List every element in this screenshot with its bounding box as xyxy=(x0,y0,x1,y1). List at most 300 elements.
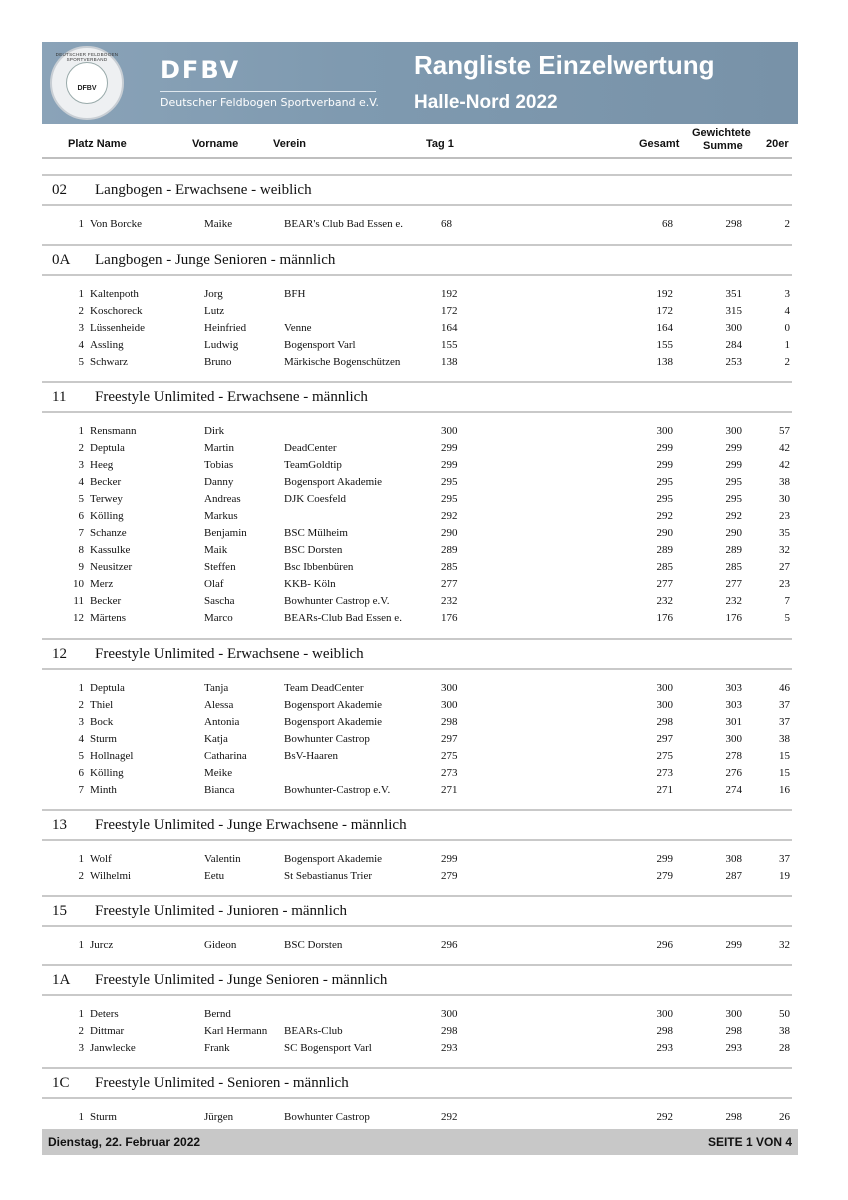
cell-gesamt: 164 xyxy=(656,322,673,334)
cell-name: Deters xyxy=(90,1008,119,1020)
cell-zwanziger: 23 xyxy=(779,578,790,590)
logo-ring-text: DEUTSCHER FELDBOGEN SPORTVERBAND xyxy=(55,52,119,62)
section-rule-top xyxy=(42,174,792,176)
cell-verein: Bogensport Akademie xyxy=(284,853,383,865)
cell-zwanziger: 42 xyxy=(779,459,790,471)
cell-summe: 301 xyxy=(725,716,742,728)
cell-verein: Bogensport Akademie xyxy=(284,476,383,488)
org-divider xyxy=(160,91,376,92)
cell-zwanziger: 32 xyxy=(779,939,790,951)
table-row xyxy=(42,1040,792,1057)
cell-platz: 1 xyxy=(78,682,84,694)
cell-verein: Bogensport Akademie xyxy=(284,699,383,711)
section-rule-bottom xyxy=(42,204,792,206)
section-title: Freestyle Unlimited - Erwachsene - weiblich xyxy=(95,646,364,662)
cell-verein: St Sebastianus Trier xyxy=(284,870,373,882)
cell-zwanziger: 0 xyxy=(784,322,790,334)
cell-summe: 284 xyxy=(725,339,742,351)
table-row xyxy=(42,525,792,542)
cell-zwanziger: 7 xyxy=(784,595,790,607)
cell-vorname: Karl Hermann xyxy=(204,1025,268,1037)
section-title: Langbogen - Erwachsene - weiblich xyxy=(95,182,312,198)
cell-gesamt: 297 xyxy=(656,733,673,745)
cell-summe: 298 xyxy=(725,1111,742,1123)
cell-tag1: 290 xyxy=(441,527,458,539)
dfbv-logo xyxy=(50,46,124,120)
cell-name: Märtens xyxy=(90,612,127,624)
cell-verein: Bogensport Akademie xyxy=(284,716,383,728)
cell-gesamt: 300 xyxy=(656,682,673,694)
cell-tag1: 68 xyxy=(441,218,452,230)
cell-zwanziger: 32 xyxy=(779,544,790,556)
cell-verein: DJK Coesfeld xyxy=(284,493,347,505)
cell-zwanziger: 37 xyxy=(779,853,790,865)
cell-gesamt: 176 xyxy=(656,612,673,624)
cell-summe: 298 xyxy=(725,218,742,230)
cell-name: Lüssenheide xyxy=(90,322,145,334)
cell-name: Merz xyxy=(90,578,114,590)
cell-platz: 4 xyxy=(78,476,84,488)
table-row xyxy=(42,559,792,576)
org-short: DFBV xyxy=(160,56,241,84)
section-rule-bottom xyxy=(42,668,792,670)
table-row xyxy=(42,1109,792,1126)
cell-zwanziger: 30 xyxy=(779,493,790,505)
section-rule-bottom xyxy=(42,411,792,413)
cell-summe: 299 xyxy=(725,939,742,951)
cell-tag1: 275 xyxy=(441,750,458,762)
table-row xyxy=(42,731,792,748)
cell-tag1: 293 xyxy=(441,1042,458,1054)
section-code: 0A xyxy=(52,252,71,268)
cell-vorname: Ludwig xyxy=(204,339,239,351)
section-code: 15 xyxy=(52,903,67,919)
cell-name: Wilhelmi xyxy=(90,870,132,882)
table-row xyxy=(42,354,792,371)
cell-tag1: 297 xyxy=(441,733,458,745)
cell-platz: 2 xyxy=(78,870,84,882)
cell-platz: 9 xyxy=(78,561,84,573)
cell-summe: 303 xyxy=(725,682,742,694)
section-rule-bottom xyxy=(42,925,792,927)
cell-vorname: Frank xyxy=(204,1042,230,1054)
col-tag1: Tag 1 xyxy=(426,138,454,150)
cell-vorname: Bruno xyxy=(204,356,232,368)
cell-vorname: Maik xyxy=(204,544,228,556)
cell-platz: 5 xyxy=(78,750,84,762)
cell-vorname: Andreas xyxy=(204,493,241,505)
cell-gesamt: 172 xyxy=(656,305,673,317)
cell-summe: 300 xyxy=(725,1008,742,1020)
cell-verein: BEARs-Club Bad Essen e. xyxy=(284,612,402,624)
cell-vorname: Steffen xyxy=(204,561,236,573)
cell-platz: 6 xyxy=(78,510,84,522)
section-header xyxy=(42,381,792,413)
section-title: Langbogen - Junge Senioren - männlich xyxy=(95,252,336,268)
cell-summe: 253 xyxy=(725,356,742,368)
logo-center-text: DFBV xyxy=(77,85,97,92)
cell-name: Neusitzer xyxy=(90,561,133,573)
cell-summe: 298 xyxy=(725,1025,742,1037)
table-row xyxy=(42,491,792,508)
cell-gesamt: 295 xyxy=(656,493,673,505)
section-rule-top xyxy=(42,244,792,246)
cell-name: Minth xyxy=(90,784,117,796)
cell-gesamt: 300 xyxy=(656,1008,673,1020)
cell-summe: 232 xyxy=(725,595,742,607)
cell-verein: Venne xyxy=(284,322,312,334)
table-row xyxy=(42,680,792,697)
cell-gesamt: 289 xyxy=(656,544,673,556)
section-code: 1A xyxy=(52,972,71,988)
cell-gesamt: 299 xyxy=(656,853,673,865)
cell-zwanziger: 35 xyxy=(779,527,790,539)
cell-vorname: Markus xyxy=(204,510,238,522)
cell-zwanziger: 15 xyxy=(779,750,790,762)
section-title: Freestyle Unlimited - Erwachsene - männlich xyxy=(95,389,368,405)
section-rule-top xyxy=(42,638,792,640)
cell-platz: 3 xyxy=(78,459,84,471)
cell-gesamt: 299 xyxy=(656,459,673,471)
table-row xyxy=(42,423,792,440)
cell-gesamt: 285 xyxy=(656,561,673,573)
cell-vorname: Antonia xyxy=(204,716,240,728)
cell-name: Schwarz xyxy=(90,356,128,368)
cell-zwanziger: 42 xyxy=(779,442,790,454)
cell-vorname: Olaf xyxy=(204,578,224,590)
cell-name: Becker xyxy=(90,476,122,488)
cell-platz: 4 xyxy=(78,339,84,351)
cell-zwanziger: 2 xyxy=(784,218,790,230)
cell-platz: 1 xyxy=(78,939,84,951)
cell-platz: 2 xyxy=(78,1025,84,1037)
table-row xyxy=(42,697,792,714)
cell-platz: 1 xyxy=(78,288,84,300)
cell-summe: 274 xyxy=(725,784,742,796)
section-rule-bottom xyxy=(42,994,792,996)
section-header xyxy=(42,244,792,276)
cell-zwanziger: 3 xyxy=(784,288,790,300)
cell-gesamt: 296 xyxy=(656,939,673,951)
cell-vorname: Heinfried xyxy=(204,322,247,334)
cell-summe: 299 xyxy=(725,459,742,471)
cell-verein: Bowhunter Castrop xyxy=(284,733,370,745)
cell-gesamt: 292 xyxy=(656,510,673,522)
cell-gesamt: 300 xyxy=(656,425,673,437)
cell-platz: 3 xyxy=(78,716,84,728)
cell-summe: 287 xyxy=(725,870,742,882)
cell-vorname: Meike xyxy=(204,767,233,779)
cell-gesamt: 68 xyxy=(662,218,673,230)
section-code: 1C xyxy=(52,1075,70,1091)
cell-verein: BSC Mülheim xyxy=(284,527,348,539)
cell-name: Bock xyxy=(90,716,114,728)
cell-zwanziger: 37 xyxy=(779,716,790,728)
section-code: 13 xyxy=(52,817,67,833)
cell-zwanziger: 15 xyxy=(779,767,790,779)
cell-verein: BSC Dorsten xyxy=(284,939,343,951)
table-row xyxy=(42,286,792,303)
cell-summe: 292 xyxy=(725,510,742,522)
cell-zwanziger: 2 xyxy=(784,356,790,368)
cell-zwanziger: 28 xyxy=(779,1042,790,1054)
cell-platz: 4 xyxy=(78,733,84,745)
cell-platz: 1 xyxy=(78,1008,84,1020)
table-row xyxy=(42,216,792,233)
cell-tag1: 271 xyxy=(441,784,458,796)
table-row xyxy=(42,508,792,525)
header-banner xyxy=(42,42,798,124)
cell-zwanziger: 5 xyxy=(784,612,790,624)
section-rule-top xyxy=(42,895,792,897)
cell-name: Terwey xyxy=(90,493,123,505)
cell-platz: 1 xyxy=(78,218,84,230)
cell-gesamt: 279 xyxy=(656,870,673,882)
table-row xyxy=(42,748,792,765)
cell-tag1: 192 xyxy=(441,288,458,300)
cell-platz: 5 xyxy=(78,356,84,368)
cell-gesamt: 300 xyxy=(656,699,673,711)
cell-gesamt: 138 xyxy=(656,356,673,368)
cell-verein: Märkische Bogenschützen xyxy=(284,356,401,368)
cell-name: Schanze xyxy=(90,527,127,539)
cell-summe: 295 xyxy=(725,493,742,505)
col-summe: Summe xyxy=(703,140,743,152)
section-header xyxy=(42,809,792,841)
cell-platz: 1 xyxy=(78,425,84,437)
table-row xyxy=(42,474,792,491)
section-header xyxy=(42,964,792,996)
section-title: Freestyle Unlimited - Junge Senioren - männlich xyxy=(95,972,388,988)
cell-zwanziger: 16 xyxy=(779,784,790,796)
cell-tag1: 295 xyxy=(441,493,458,505)
cell-summe: 290 xyxy=(725,527,742,539)
section-title: Freestyle Unlimited - Junge Erwachsene - männlich xyxy=(95,817,407,833)
cell-name: Wolf xyxy=(90,853,112,865)
cell-tag1: 292 xyxy=(441,1111,458,1123)
cell-summe: 277 xyxy=(725,578,742,590)
cell-verein: BFH xyxy=(284,288,306,300)
cell-gesamt: 299 xyxy=(656,442,673,454)
cell-verein: KKB- Köln xyxy=(284,578,336,590)
cell-name: Sturm xyxy=(90,733,117,745)
cell-verein: BEAR's Club Bad Essen e. xyxy=(284,218,404,230)
cell-name: Heeg xyxy=(90,459,114,471)
cell-tag1: 164 xyxy=(441,322,458,334)
table-row xyxy=(42,542,792,559)
section-code: 11 xyxy=(52,389,67,405)
col-verein: Verein xyxy=(273,138,307,150)
cell-platz: 10 xyxy=(73,578,84,590)
section-rule-bottom xyxy=(42,839,792,841)
section-header xyxy=(42,174,792,206)
cell-summe: 176 xyxy=(725,612,742,624)
cell-name: Kassulke xyxy=(90,544,131,556)
cell-summe: 299 xyxy=(725,442,742,454)
cell-summe: 293 xyxy=(725,1042,742,1054)
cell-platz: 5 xyxy=(78,493,84,505)
cell-tag1: 289 xyxy=(441,544,458,556)
table-row xyxy=(42,1023,792,1040)
cell-verein: Bogensport Varl xyxy=(284,339,356,351)
cell-name: Kölling xyxy=(90,510,124,522)
cell-gesamt: 295 xyxy=(656,476,673,488)
section-title: Freestyle Unlimited - Junioren - männlich xyxy=(95,903,348,919)
cell-summe: 315 xyxy=(725,305,742,317)
cell-gesamt: 275 xyxy=(656,750,673,762)
cell-gesamt: 155 xyxy=(656,339,673,351)
col-vorname: Vorname xyxy=(192,138,239,150)
cell-verein: BEARs-Club xyxy=(284,1025,343,1037)
footer-date: Dienstag, 22. Februar 2022 xyxy=(48,1135,201,1149)
cell-zwanziger: 1 xyxy=(784,339,790,351)
cell-tag1: 292 xyxy=(441,510,458,522)
org-full: Deutscher Feldbogen Sportverband e.V. xyxy=(160,96,379,109)
col-20er: 20er xyxy=(766,138,789,150)
cell-zwanziger: 38 xyxy=(779,1025,790,1037)
cell-platz: 3 xyxy=(78,322,84,334)
cell-zwanziger: 4 xyxy=(784,305,790,317)
section-rule-bottom xyxy=(42,1097,792,1099)
footer-page-number: SEITE 1 VON 4 xyxy=(707,1135,792,1149)
cell-vorname: Catharina xyxy=(204,750,247,762)
cell-vorname: Benjamin xyxy=(204,527,247,539)
page-title: Rangliste Einzelwertung xyxy=(414,50,715,80)
cell-tag1: 299 xyxy=(441,853,458,865)
section-rule-top xyxy=(42,381,792,383)
page-footer xyxy=(42,1129,798,1155)
cell-platz: 8 xyxy=(78,544,84,556)
cell-verein: BsV-Haaren xyxy=(284,750,338,762)
col-gewichtete: Gewichtete xyxy=(692,127,751,139)
cell-tag1: 298 xyxy=(441,716,458,728)
cell-vorname: Marco xyxy=(204,612,233,624)
cell-name: Rensmann xyxy=(90,425,137,437)
cell-verein: TeamGoldtip xyxy=(284,459,342,471)
page-subtitle: Halle-Nord 2022 xyxy=(414,92,558,113)
cell-vorname: Katja xyxy=(204,733,228,745)
cell-platz: 11 xyxy=(73,595,84,607)
table-row xyxy=(42,765,792,782)
cell-name: Jurcz xyxy=(90,939,114,951)
cell-vorname: Dirk xyxy=(204,425,225,437)
cell-gesamt: 290 xyxy=(656,527,673,539)
cell-summe: 300 xyxy=(725,733,742,745)
table-row xyxy=(42,1006,792,1023)
cell-platz: 7 xyxy=(78,784,84,796)
cell-gesamt: 232 xyxy=(656,595,673,607)
cell-name: Sturm xyxy=(90,1111,117,1123)
cell-vorname: Martin xyxy=(204,442,234,454)
cell-tag1: 277 xyxy=(441,578,458,590)
section-code: 12 xyxy=(52,646,67,662)
cell-zwanziger: 37 xyxy=(779,699,790,711)
cell-vorname: Valentin xyxy=(204,853,241,865)
col-gesamt: Gesamt xyxy=(639,138,680,150)
table-row xyxy=(42,457,792,474)
section-rule-top xyxy=(42,1067,792,1069)
section-rule-top xyxy=(42,964,792,966)
table-row xyxy=(42,303,792,320)
cell-verein: Bowhunter-Castrop e.V. xyxy=(284,784,391,796)
cell-verein: BSC Dorsten xyxy=(284,544,343,556)
cell-name: Dittmar xyxy=(90,1025,125,1037)
cell-vorname: Bianca xyxy=(204,784,235,796)
cell-name: Becker xyxy=(90,595,122,607)
table-row xyxy=(42,337,792,354)
cell-vorname: Tanja xyxy=(204,682,229,694)
cell-zwanziger: 27 xyxy=(779,561,790,573)
cell-tag1: 279 xyxy=(441,870,458,882)
cell-platz: 1 xyxy=(78,1111,84,1123)
cell-gesamt: 298 xyxy=(656,1025,673,1037)
cell-gesamt: 298 xyxy=(656,716,673,728)
cell-gesamt: 277 xyxy=(656,578,673,590)
section-rule-bottom xyxy=(42,274,792,276)
section-header xyxy=(42,1067,792,1099)
cell-summe: 285 xyxy=(725,561,742,573)
cell-tag1: 155 xyxy=(441,339,458,351)
table-row xyxy=(42,868,792,885)
cell-tag1: 299 xyxy=(441,442,458,454)
section-title: Freestyle Unlimited - Senioren - männlich xyxy=(95,1075,349,1091)
cell-platz: 12 xyxy=(73,612,84,624)
cell-platz: 2 xyxy=(78,305,84,317)
cell-name: Kölling xyxy=(90,767,124,779)
cell-gesamt: 273 xyxy=(656,767,673,779)
cell-verein: Bowhunter Castrop e.V. xyxy=(284,595,390,607)
cell-tag1: 273 xyxy=(441,767,458,779)
cell-zwanziger: 19 xyxy=(779,870,790,882)
logo-emblem xyxy=(66,62,108,104)
cell-zwanziger: 50 xyxy=(779,1008,790,1020)
cell-platz: 7 xyxy=(78,527,84,539)
cell-verein: SC Bogensport Varl xyxy=(284,1042,372,1054)
cell-name: Von Borcke xyxy=(90,218,143,230)
cell-platz: 3 xyxy=(78,1042,84,1054)
cell-vorname: Sascha xyxy=(204,595,235,607)
cell-tag1: 176 xyxy=(441,612,458,624)
cell-name: Assling xyxy=(90,339,124,351)
cell-vorname: Tobias xyxy=(204,459,234,471)
cell-tag1: 138 xyxy=(441,356,458,368)
cell-gesamt: 271 xyxy=(656,784,673,796)
cell-vorname: Gideon xyxy=(204,939,237,951)
cell-gesamt: 292 xyxy=(656,1111,673,1123)
cell-tag1: 298 xyxy=(441,1025,458,1037)
cell-zwanziger: 23 xyxy=(779,510,790,522)
cell-name: Janwlecke xyxy=(90,1042,136,1054)
cell-vorname: Jorg xyxy=(204,288,223,300)
cell-tag1: 299 xyxy=(441,459,458,471)
cell-vorname: Maike xyxy=(204,218,233,230)
section-code: 02 xyxy=(52,182,67,198)
cell-vorname: Jürgen xyxy=(204,1111,234,1123)
cell-verein: Team DeadCenter xyxy=(284,682,364,694)
section-header xyxy=(42,895,792,927)
cell-summe: 295 xyxy=(725,476,742,488)
table-row xyxy=(42,714,792,731)
cell-verein: Bowhunter Castrop xyxy=(284,1111,370,1123)
cell-summe: 276 xyxy=(725,767,742,779)
section-rule-top xyxy=(42,809,792,811)
cell-tag1: 172 xyxy=(441,305,458,317)
section-header xyxy=(42,638,792,670)
table-row xyxy=(42,576,792,593)
cell-vorname: Eetu xyxy=(204,870,225,882)
cell-name: Thiel xyxy=(90,699,114,711)
cell-tag1: 300 xyxy=(441,1008,458,1020)
